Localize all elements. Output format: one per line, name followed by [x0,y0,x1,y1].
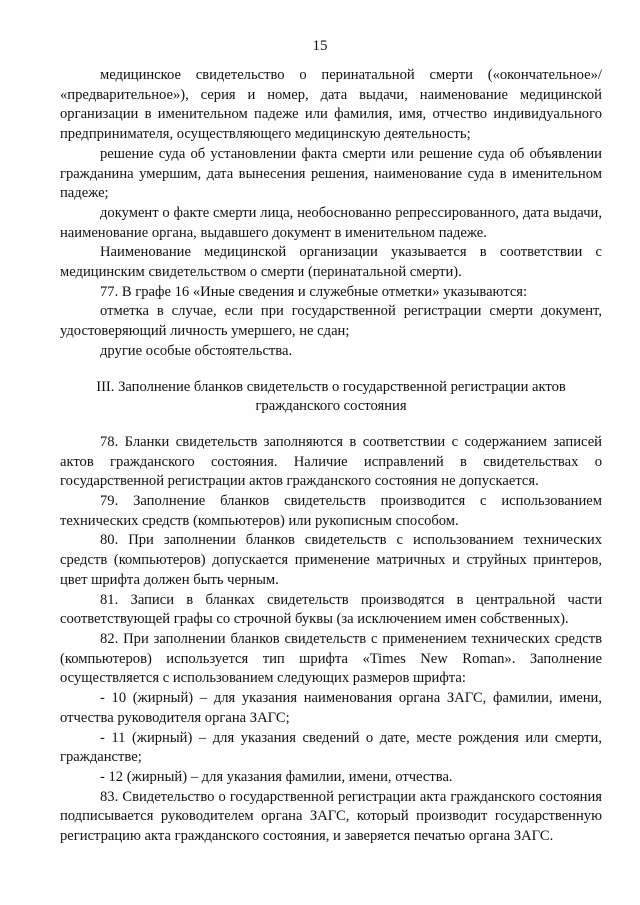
paragraph-77-mark: отметка в случае, если при государственной регистрации смерти документ, удостоверяющий личность умершего, не сдан; [60,303,602,340]
paragraph-court-decision: решение суда об установлении факта смерти или решение суда об объявлении гражданина умершим, дата вынесения решения, наименование суда в именительном падеже; [60,145,602,202]
paragraph-79: 79. Заполнение бланков свидетельств производится с использованием технических средств (компьютеров) или рукописным способом. [60,493,602,529]
paragraph-82: 82. При заполнении бланков свидетельств с применением технических средств (компьютеров) используется тип шрифта «Times New Roman». Заполнение осуществляется с использованием следующих размеров шрифта: [60,630,602,687]
paragraph-78: 78. Бланки свидетельств заполняются в соответствии с содержанием записей актов гражданского состояния. Наличие исправлений в свидетельствах о государственной регистрации актов гражданского состояния не допускается. [60,433,602,490]
section-heading: III. Заполнение бланков свидетельств о государственной регистрации актов гражданского состояния [96,378,566,415]
paragraph-repressed-document: документ о факте смерти лица, необоснованно репрессированного, дата выдачи, наименование органа, выдавшего документ в именительном падеже. [60,204,602,241]
paragraph-77: 77. В графе 16 «Иные сведения и служебные отметки» указываются: [100,283,528,300]
list-item-font-10: - 10 (жирный) – для указания наименования органа ЗАГС, фамилии, имени, отчества руководителя органа ЗАГС; [60,690,602,726]
list-item-font-11: - 11 (жирный) – для указания сведений о дате, месте рождения или смерти, гражданстве; [60,729,602,766]
list-item-font-12: - 12 (жирный) – для указания фамилии, имени, отчества. [100,768,453,785]
paragraph-81: 81. Записи в бланках свидетельств производятся в центральной части соответствующей графы со строчной буквы (за исключением имен собственных). [60,591,602,628]
paragraph-80: 80. При заполнении бланков свидетельств с использованием технических средств (компьютеров) допускается применение матричных и струйных принтеров, цвет шрифта должен быть черным. [60,532,602,588]
paragraph-perinatal-certificate: медицинское свидетельство о перинатальной смерти («окончательное»/ «предварительное»), серия и номер, дата выдачи, наименование медицинской организации в именительном падеже или фамилия, имя, отчество индивидуального предпринимателя, осуществляющего медицинскую деятельность; [60,67,602,143]
paragraph-83: 83. Свидетельство о государственной регистрации акта гражданского состояния подписывается руководителем органа ЗАГС, который производит государственную регистрацию акта гражданского состояния, и заверяется печатью органа ЗАГС. [60,788,602,845]
page-number: 15 [312,38,328,54]
paragraph-77-other: другие особые обстоятельства. [100,342,293,359]
document-body [60,66,602,847]
paragraph-medical-org-name: Наименование медицинской организации указывается в соответствии с медицинским свидетельством о смерти (перинатальной смерти). [60,244,602,281]
